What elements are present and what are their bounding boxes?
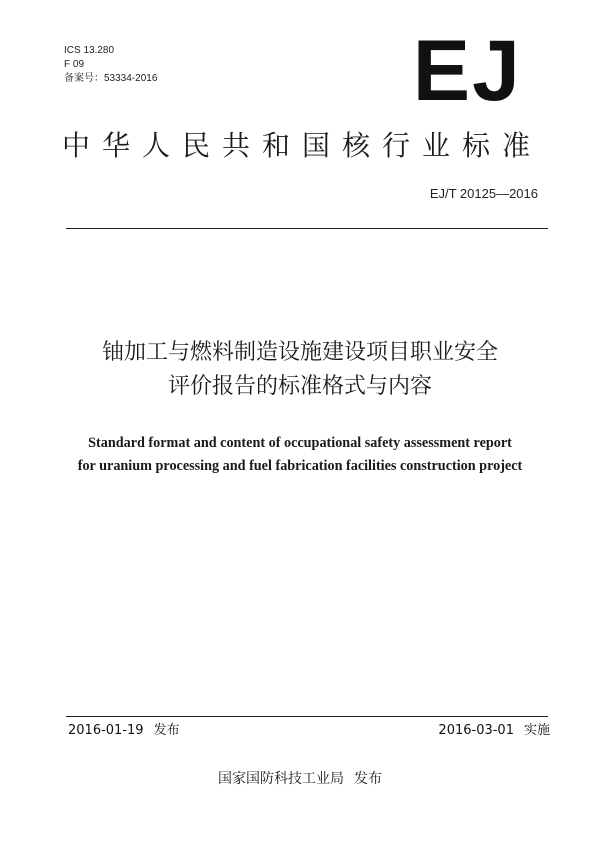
top-divider xyxy=(66,228,548,229)
english-title xyxy=(0,432,600,478)
implementation-date: 2016-03-01 xyxy=(438,723,514,738)
issue-date: 2016-01-19 xyxy=(68,723,144,738)
english-title-line-1: Standard format and content of occupational safety assessment report xyxy=(88,435,512,451)
record-number: 备案号：53334-2016 xyxy=(64,73,158,84)
standard-number: EJ/T 20125—2016 xyxy=(429,186,538,201)
standard-type-heading: 中华人民共和国核行业标准 xyxy=(62,129,543,162)
implementation-date-group xyxy=(438,722,550,740)
publisher-line xyxy=(0,769,600,789)
ics-code: ICS 13.280 xyxy=(64,45,115,56)
issue-date-group xyxy=(68,722,180,740)
ccs-code: F 09 xyxy=(64,59,85,70)
chinese-title xyxy=(0,336,600,404)
issue-label: 发布 xyxy=(153,723,180,738)
bottom-divider xyxy=(66,716,548,717)
english-title-line-2: for uranium processing and fuel fabrication facilities construction project xyxy=(77,458,523,474)
classification-block xyxy=(64,44,157,86)
publisher-name: 国家国防科技工业局 xyxy=(218,771,344,787)
chinese-title-line-2: 评价报告的标准格式与内容 xyxy=(167,374,432,399)
chinese-title-line-1: 铀加工与燃料制造设施建设项目职业安全 xyxy=(101,340,498,365)
implementation-label: 实施 xyxy=(523,723,550,738)
publisher-action: 发布 xyxy=(354,771,382,787)
ej-logo: EJ xyxy=(412,23,522,119)
